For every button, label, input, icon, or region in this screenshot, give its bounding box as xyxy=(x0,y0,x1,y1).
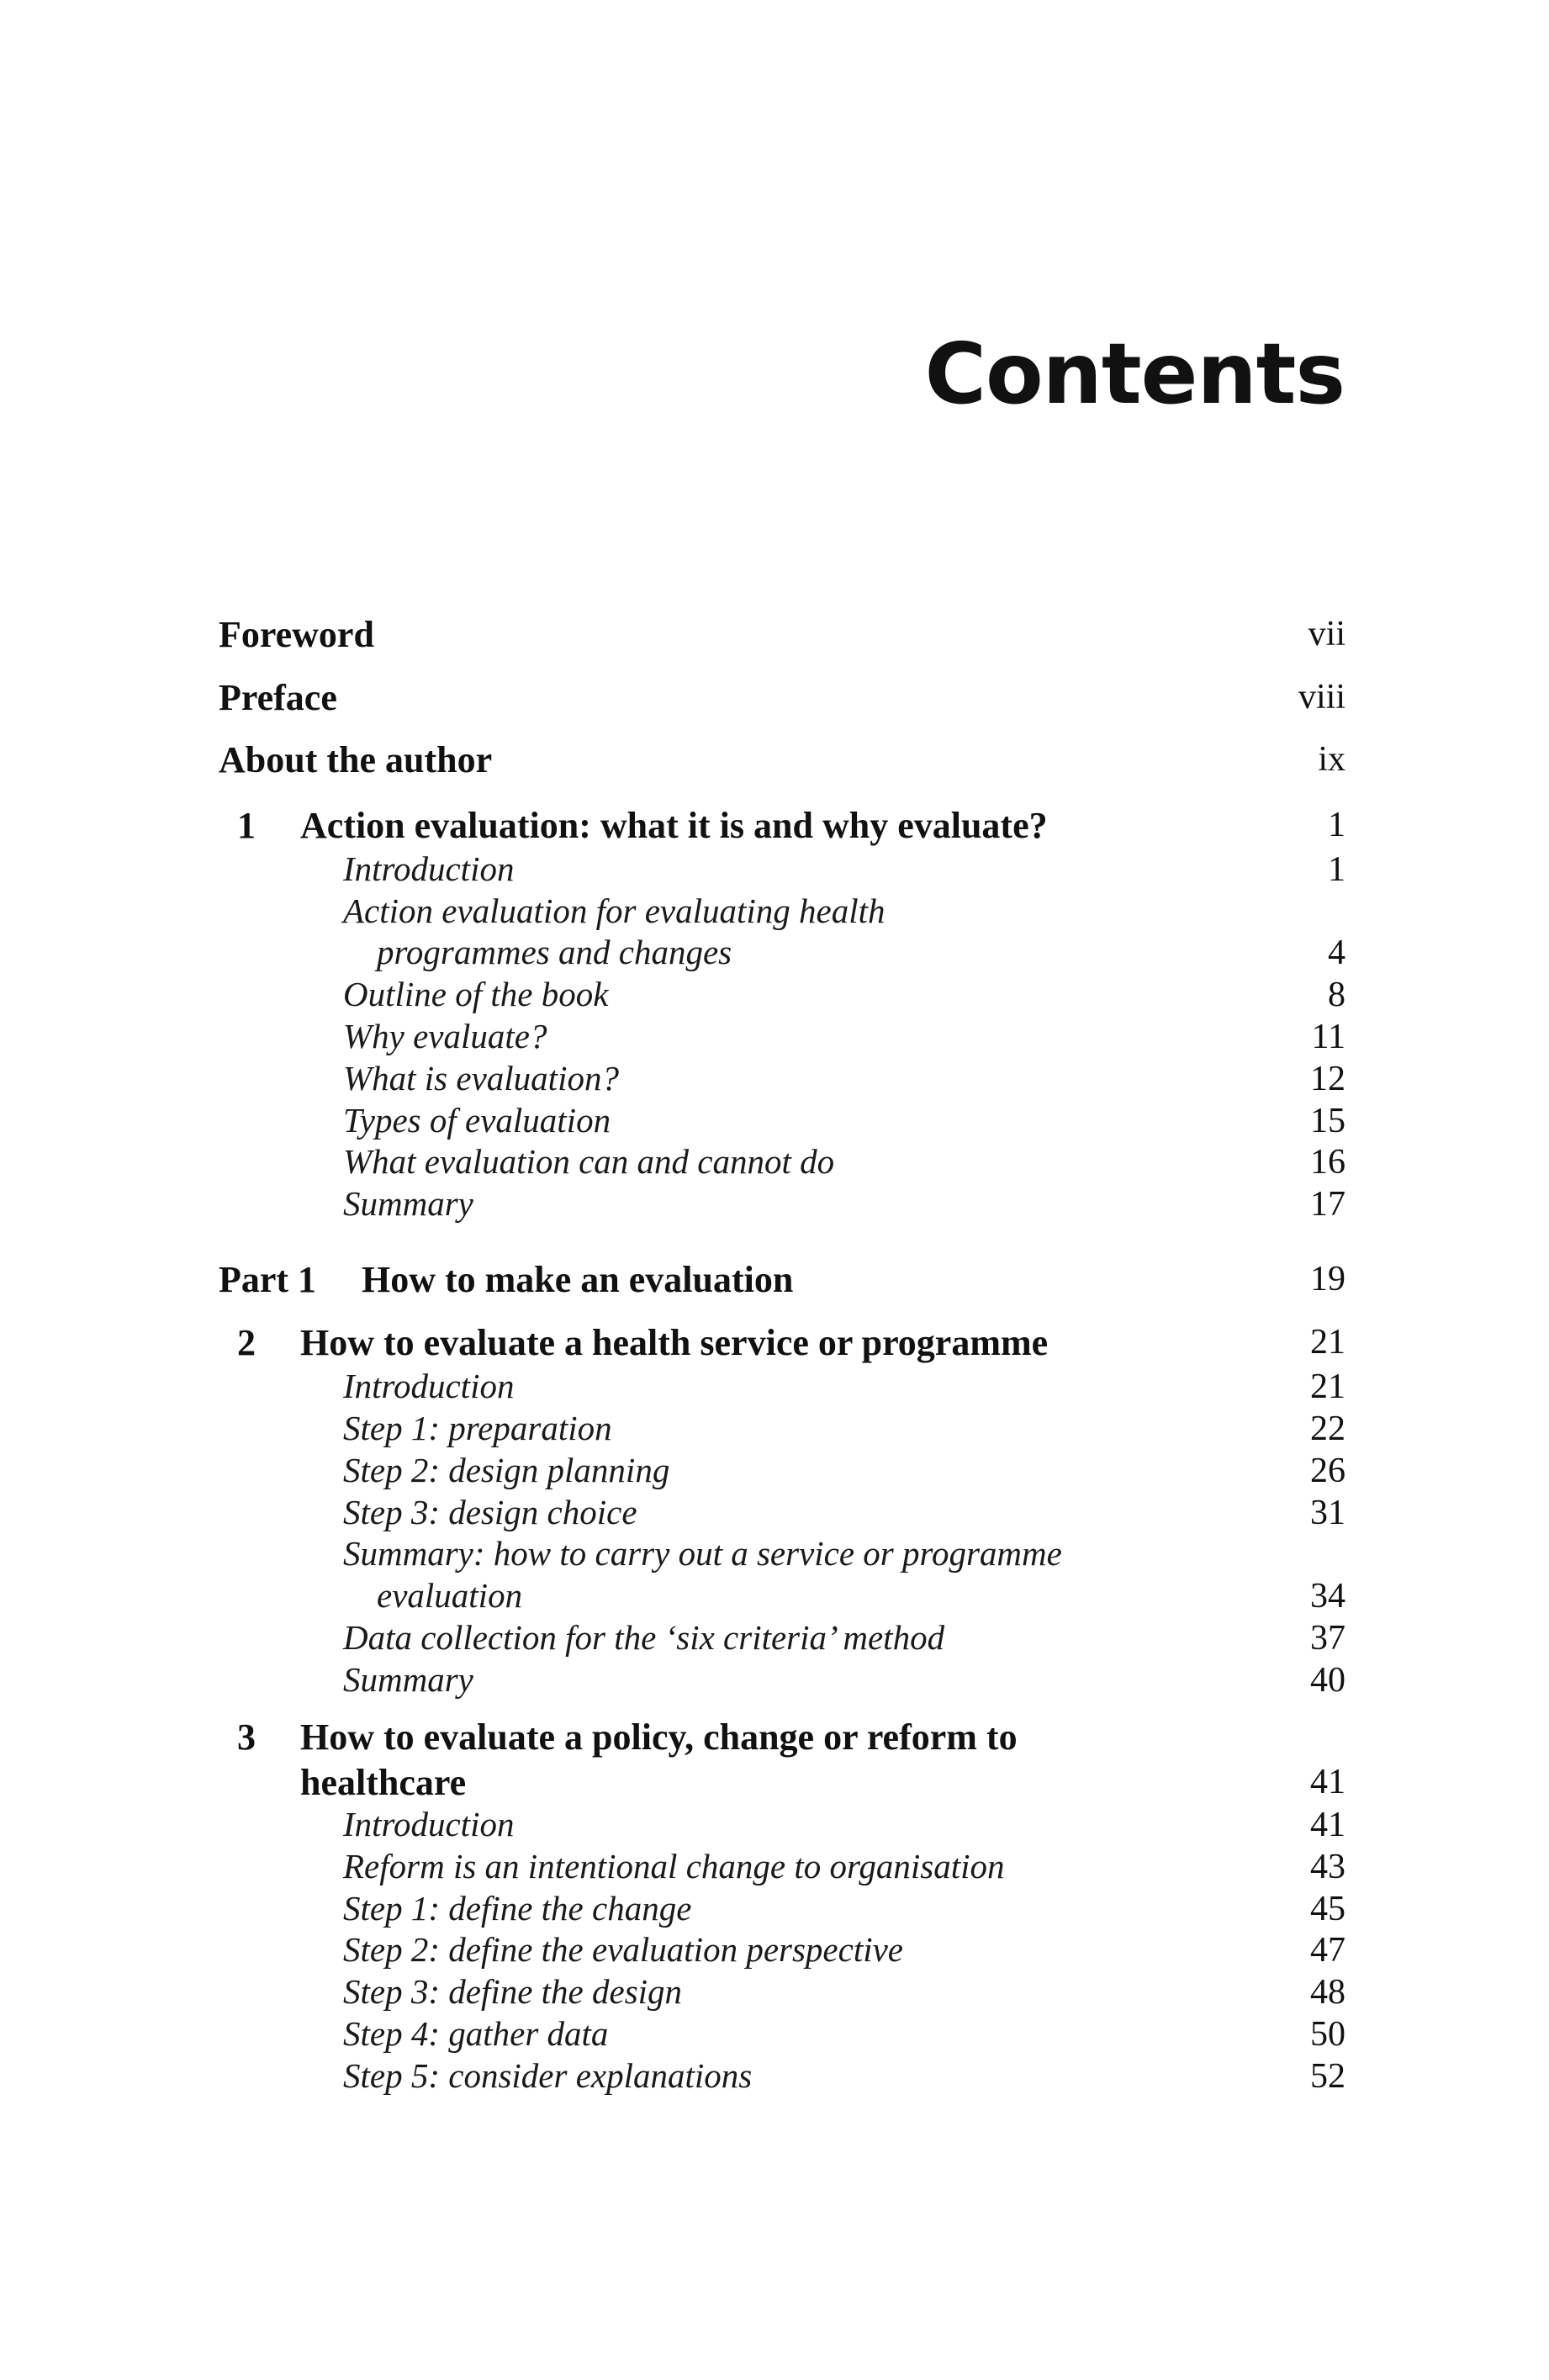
section-title: Introduction xyxy=(343,849,515,888)
section-title: What is evaluation? xyxy=(343,1059,619,1097)
toc-section[interactable] xyxy=(219,1849,1345,1891)
entry-title: About the author xyxy=(219,739,493,780)
page-number: 34 xyxy=(1310,1577,1345,1616)
page-number: 52 xyxy=(1310,2057,1345,2096)
toc-section-continued[interactable] xyxy=(219,1576,1345,1621)
page-title: Contents xyxy=(924,325,1345,423)
chapter-title: How to evaluate a policy, change or reform to xyxy=(300,1716,1018,1758)
toc-section[interactable] xyxy=(219,1618,1345,1663)
toc-section[interactable] xyxy=(219,1536,1345,1579)
toc-chapter-3-continued[interactable] xyxy=(219,1764,1345,1806)
page-number: 40 xyxy=(1310,1661,1345,1700)
chapter-title: healthcare xyxy=(300,1762,467,1803)
section-title: programmes and changes xyxy=(377,933,732,971)
page-number: 11 xyxy=(1311,1018,1345,1056)
toc-chapter-1[interactable] xyxy=(219,807,1345,849)
toc-section[interactable] xyxy=(219,849,1345,894)
page-number: 47 xyxy=(1310,1931,1345,1970)
toc-entry-foreword[interactable] xyxy=(219,616,1345,658)
section-title: Step 5: consider explanations xyxy=(343,2056,753,2095)
section-title: Why evaluate? xyxy=(343,1017,547,1055)
page-number: 12 xyxy=(1310,1060,1345,1098)
chapter-title: Action evaluation: what it is and why evaluate? xyxy=(300,805,1048,846)
toc-section[interactable] xyxy=(219,1807,1345,1849)
page-number: 16 xyxy=(1310,1143,1345,1182)
toc-section[interactable] xyxy=(219,1930,1345,1975)
toc-section[interactable] xyxy=(219,1660,1345,1705)
section-title: Step 3: define the design xyxy=(343,1972,683,2011)
page-number: 31 xyxy=(1310,1494,1345,1532)
page-number: 21 xyxy=(1310,1323,1345,1362)
page-number: 17 xyxy=(1310,1185,1345,1224)
section-title: Summary xyxy=(343,1660,473,1699)
toc-entry-about-the-author[interactable] xyxy=(219,739,1345,784)
part-title: How to make an evaluation xyxy=(362,1259,794,1300)
section-title: Step 3: design choice xyxy=(343,1493,637,1531)
toc-section[interactable] xyxy=(219,1184,1345,1229)
section-title: Summary xyxy=(343,1184,473,1223)
toc-section[interactable] xyxy=(219,2056,1345,2101)
toc-section[interactable] xyxy=(219,1142,1345,1187)
toc-section[interactable] xyxy=(219,1411,1345,1453)
toc-section[interactable] xyxy=(219,1061,1345,1103)
chapter-number: 1 xyxy=(237,805,256,846)
section-title: Step 4: gather data xyxy=(343,2014,609,2053)
page-number: viii xyxy=(1298,678,1345,717)
section-title: Step 2: design planning xyxy=(343,1451,670,1489)
page-number: 37 xyxy=(1310,1619,1345,1658)
page-number: 15 xyxy=(1310,1102,1345,1140)
section-title: What evaluation can and cannot do xyxy=(343,1142,835,1181)
part-number: Part 1 xyxy=(219,1259,317,1300)
toc-section[interactable] xyxy=(219,2014,1345,2059)
page-number: 22 xyxy=(1310,1409,1345,1448)
page-number: 1 xyxy=(1328,806,1345,844)
page-number: ix xyxy=(1318,740,1345,779)
page-number: 21 xyxy=(1310,1367,1345,1406)
toc-entry-preface[interactable] xyxy=(219,677,1345,722)
section-title: Introduction xyxy=(343,1805,515,1843)
section-title: Introduction xyxy=(343,1367,515,1405)
chapter-number: 2 xyxy=(237,1322,256,1363)
chapter-title: How to evaluate a health service or programme xyxy=(300,1322,1049,1363)
toc-section[interactable] xyxy=(219,1495,1345,1537)
page-number: 19 xyxy=(1310,1260,1345,1298)
page-number: 48 xyxy=(1310,1973,1345,2012)
toc-section[interactable] xyxy=(219,1972,1345,2017)
section-title: Step 1: define the change xyxy=(343,1889,692,1928)
section-title: Reform is an intentional change to organisation xyxy=(343,1847,1005,1885)
page-number: 8 xyxy=(1328,976,1345,1014)
section-title: Types of evaluation xyxy=(343,1101,611,1140)
toc-section[interactable] xyxy=(219,1891,1345,1933)
page-number: 1 xyxy=(1328,850,1345,889)
chapter-number: 3 xyxy=(237,1716,256,1758)
toc-chapter-2[interactable] xyxy=(219,1322,1345,1367)
page-number: 4 xyxy=(1328,933,1345,972)
toc-section[interactable] xyxy=(219,977,1345,1019)
section-title: Step 2: define the evaluation perspective xyxy=(343,1930,904,1969)
toc-section[interactable] xyxy=(219,1103,1345,1145)
section-title: Outline of the book xyxy=(343,975,609,1013)
page-number: 41 xyxy=(1310,1763,1345,1801)
page-number: 41 xyxy=(1310,1806,1345,1844)
page-number: 45 xyxy=(1310,1890,1345,1928)
toc-chapter-3[interactable] xyxy=(219,1716,1345,1761)
toc-section[interactable] xyxy=(219,1369,1345,1411)
toc-section-continued[interactable] xyxy=(219,935,1345,977)
toc-section[interactable] xyxy=(219,1453,1345,1495)
section-title: evaluation xyxy=(377,1576,523,1615)
entry-title: Foreword xyxy=(219,614,374,655)
toc-part-1[interactable] xyxy=(219,1261,1345,1304)
toc-section[interactable] xyxy=(219,891,1345,936)
page-number: 50 xyxy=(1310,2015,1345,2054)
page-number: vii xyxy=(1308,615,1345,653)
section-title: Summary: how to carry out a service or programme xyxy=(343,1534,1062,1573)
section-title: Action evaluation for evaluating health xyxy=(343,891,886,930)
page-number: 43 xyxy=(1310,1848,1345,1886)
toc-section[interactable] xyxy=(219,1019,1345,1061)
section-title: Data collection for the ‘six criteria’ method xyxy=(343,1618,945,1657)
page-number: 26 xyxy=(1310,1452,1345,1490)
entry-title: Preface xyxy=(219,677,337,718)
section-title: Step 1: preparation xyxy=(343,1409,612,1447)
